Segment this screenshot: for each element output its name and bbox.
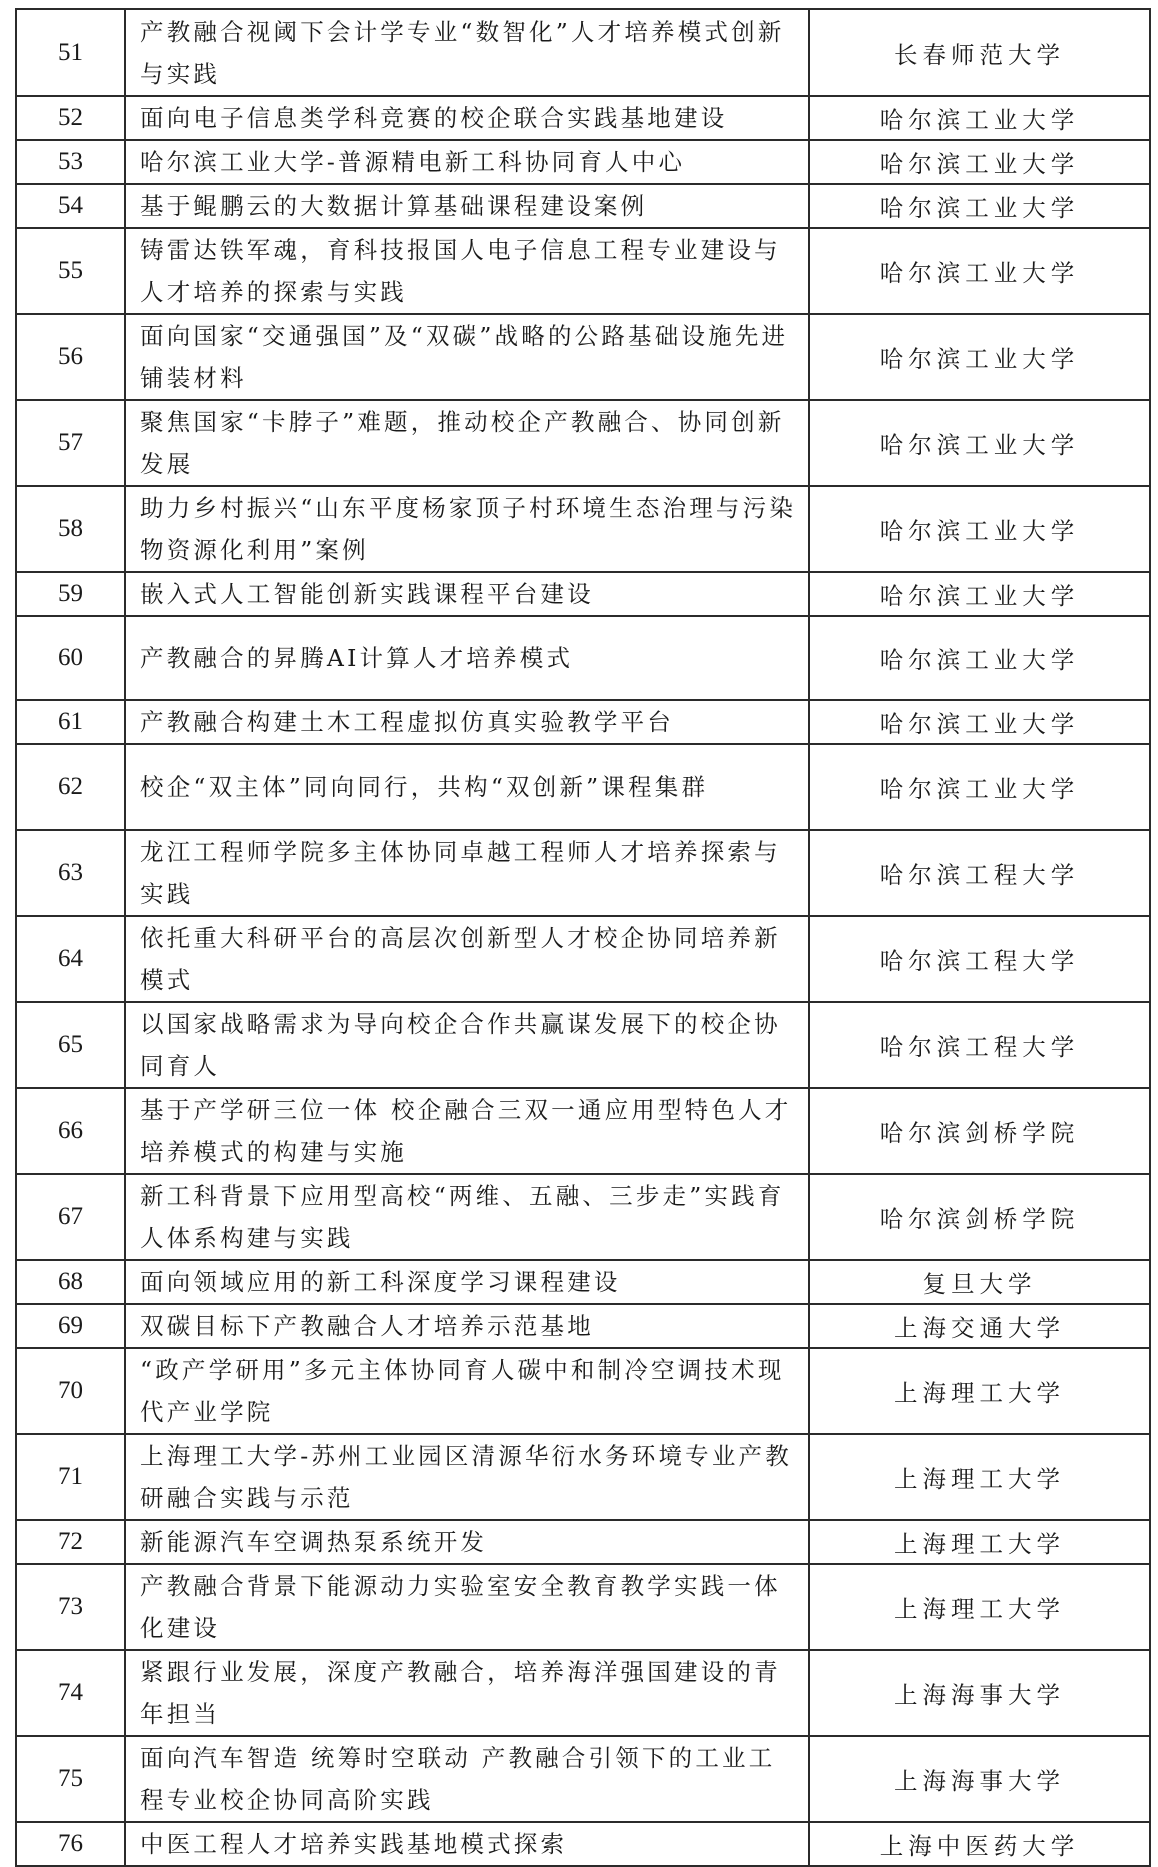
row-number: 65: [16, 1002, 125, 1088]
table-row: [16, 700, 1150, 744]
university-name: 哈尔滨工业大学: [809, 228, 1150, 314]
university-name: 哈尔滨工程大学: [809, 916, 1150, 1002]
university-name: 哈尔滨工业大学: [809, 744, 1150, 830]
table-row: [16, 1822, 1150, 1866]
case-title: 产教融合的昇腾AI计算人才培养模式: [125, 616, 809, 700]
case-title: 聚焦国家“卡脖子”难题，推动校企产教融合、协同创新发展: [125, 400, 809, 486]
university-name: 哈尔滨工业大学: [809, 314, 1150, 400]
university-name: 上海中医药大学: [809, 1822, 1150, 1866]
table-row: [16, 228, 1150, 314]
case-title: “政产学研用”多元主体协同育人碳中和制冷空调技术现代产业学院: [125, 1348, 809, 1434]
university-name: 哈尔滨工业大学: [809, 616, 1150, 700]
case-title: 中医工程人才培养实践基地模式探索: [125, 1822, 809, 1866]
university-name: 哈尔滨工程大学: [809, 830, 1150, 916]
university-name: 哈尔滨剑桥学院: [809, 1174, 1150, 1260]
row-number: 53: [16, 140, 125, 184]
case-title: 面向汽车智造 统筹时空联动 产教融合引领下的工业工程专业校企协同高阶实践: [125, 1736, 809, 1822]
row-number: 73: [16, 1564, 125, 1650]
row-number: 76: [16, 1822, 125, 1866]
table-row: [16, 1736, 1150, 1822]
table-row: [16, 1650, 1150, 1736]
case-title: 面向电子信息类学科竞赛的校企联合实践基地建设: [125, 96, 809, 140]
university-name: 哈尔滨工业大学: [809, 140, 1150, 184]
row-number: 74: [16, 1650, 125, 1736]
case-title: 新工科背景下应用型高校“两维、五融、三步走”实践育人体系构建与实践: [125, 1174, 809, 1260]
row-number: 51: [16, 9, 125, 96]
case-title: 校企“双主体”同向同行，共构“双创新”课程集群: [125, 744, 809, 830]
case-title: 产教融合构建土木工程虚拟仿真实验教学平台: [125, 700, 809, 744]
row-number: 54: [16, 184, 125, 228]
table-row: [16, 1260, 1150, 1304]
university-name: 长春师范大学: [809, 9, 1150, 96]
table-row: [16, 1564, 1150, 1650]
row-number: 69: [16, 1304, 125, 1348]
university-name: 哈尔滨工业大学: [809, 400, 1150, 486]
table-row: [16, 616, 1150, 700]
case-title: 产教融合背景下能源动力实验室安全教育教学实践一体化建设: [125, 1564, 809, 1650]
row-number: 62: [16, 744, 125, 830]
case-title: 依托重大科研平台的高层次创新型人才校企协同培养新模式: [125, 916, 809, 1002]
row-number: 75: [16, 1736, 125, 1822]
row-number: 60: [16, 616, 125, 700]
university-name: 上海理工大学: [809, 1434, 1150, 1520]
university-name: 哈尔滨工业大学: [809, 184, 1150, 228]
case-title: 双碳目标下产教融合人才培养示范基地: [125, 1304, 809, 1348]
university-name: 上海交通大学: [809, 1304, 1150, 1348]
row-number: 58: [16, 486, 125, 572]
university-name: 哈尔滨工程大学: [809, 1002, 1150, 1088]
table-row: [16, 1174, 1150, 1260]
case-title: 嵌入式人工智能创新实践课程平台建设: [125, 572, 809, 616]
table-row: [16, 1348, 1150, 1434]
row-number: 52: [16, 96, 125, 140]
case-title: 上海理工大学-苏州工业园区清源华衍水务环境专业产教研融合实践与示范: [125, 1434, 809, 1520]
table-row: [16, 916, 1150, 1002]
case-title: 龙江工程师学院多主体协同卓越工程师人才培养探索与实践: [125, 830, 809, 916]
row-number: 70: [16, 1348, 125, 1434]
row-number: 63: [16, 830, 125, 916]
university-name: 哈尔滨工业大学: [809, 486, 1150, 572]
table-row: [16, 314, 1150, 400]
case-title: 基于鲲鹏云的大数据计算基础课程建设案例: [125, 184, 809, 228]
row-number: 66: [16, 1088, 125, 1174]
university-name: 上海理工大学: [809, 1348, 1150, 1434]
table-row: [16, 1434, 1150, 1520]
row-number: 61: [16, 700, 125, 744]
university-name: 复旦大学: [809, 1260, 1150, 1304]
table-body: [16, 9, 1150, 1866]
row-number: 64: [16, 916, 125, 1002]
table-row: [16, 572, 1150, 616]
case-title: 哈尔滨工业大学-普源精电新工科协同育人中心: [125, 140, 809, 184]
row-number: 57: [16, 400, 125, 486]
university-name: 哈尔滨剑桥学院: [809, 1088, 1150, 1174]
university-name: 哈尔滨工业大学: [809, 572, 1150, 616]
case-title: 助力乡村振兴“山东平度杨家顶子村环境生态治理与污染物资源化利用”案例: [125, 486, 809, 572]
table-row: [16, 744, 1150, 830]
university-name: 上海理工大学: [809, 1564, 1150, 1650]
table-row: [16, 486, 1150, 572]
university-name: 上海海事大学: [809, 1650, 1150, 1736]
row-number: 56: [16, 314, 125, 400]
row-number: 55: [16, 228, 125, 314]
university-name: 哈尔滨工业大学: [809, 700, 1150, 744]
table-row: [16, 184, 1150, 228]
case-title: 新能源汽车空调热泵系统开发: [125, 1520, 809, 1564]
case-title: 产教融合视阈下会计学专业“数智化”人才培养模式创新与实践: [125, 9, 809, 96]
row-number: 71: [16, 1434, 125, 1520]
table-row: [16, 1520, 1150, 1564]
case-title: 以国家战略需求为导向校企合作共赢谋发展下的校企协同育人: [125, 1002, 809, 1088]
row-number: 68: [16, 1260, 125, 1304]
case-title: 紧跟行业发展，深度产教融合，培养海洋强国建设的青年担当: [125, 1650, 809, 1736]
university-name: 上海理工大学: [809, 1520, 1150, 1564]
case-list-table: [15, 8, 1151, 1867]
table-row: [16, 140, 1150, 184]
table-row: [16, 400, 1150, 486]
table-row: [16, 1088, 1150, 1174]
table-row: [16, 830, 1150, 916]
table-row: [16, 9, 1150, 96]
case-title: 铸雷达铁军魂，育科技报国人电子信息工程专业建设与人才培养的探索与实践: [125, 228, 809, 314]
row-number: 59: [16, 572, 125, 616]
university-name: 上海海事大学: [809, 1736, 1150, 1822]
table-row: [16, 96, 1150, 140]
table-row: [16, 1304, 1150, 1348]
case-title: 面向领域应用的新工科深度学习课程建设: [125, 1260, 809, 1304]
case-title: 面向国家“交通强国”及“双碳”战略的公路基础设施先进铺装材料: [125, 314, 809, 400]
case-title: 基于产学研三位一体 校企融合三双一通应用型特色人才培养模式的构建与实施: [125, 1088, 809, 1174]
university-name: 哈尔滨工业大学: [809, 96, 1150, 140]
row-number: 72: [16, 1520, 125, 1564]
table-row: [16, 1002, 1150, 1088]
row-number: 67: [16, 1174, 125, 1260]
